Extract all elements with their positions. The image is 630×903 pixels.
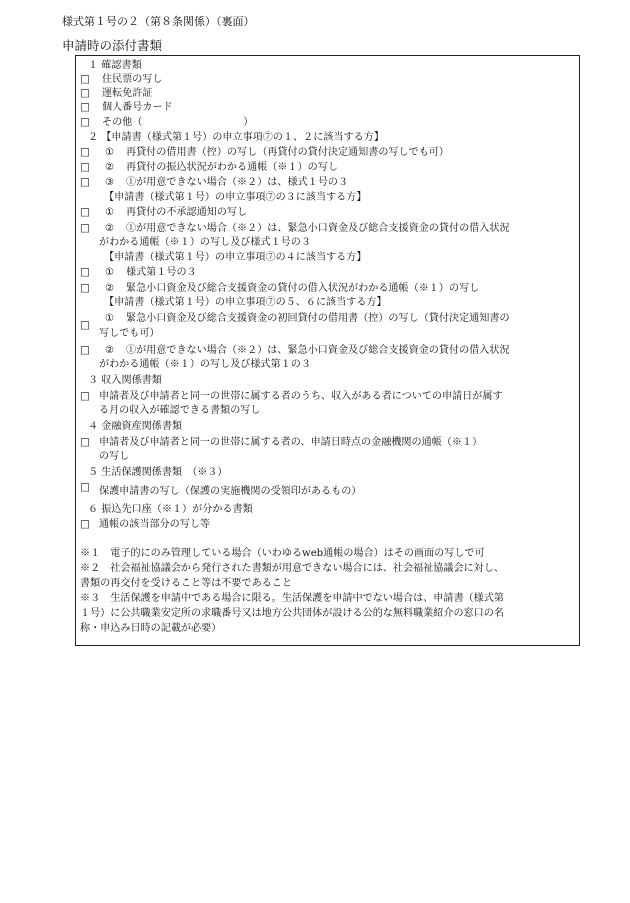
checkbox[interactable]: □	[80, 222, 90, 234]
checkbox[interactable]: □	[80, 481, 90, 493]
note-1: ※１ 電子的にのみ管理している場合（いわゆるweb通帳の場合）はその画面の写しで可	[80, 548, 485, 559]
subsection-heading: 【申請書（様式第１号）の申立事項⑦の３に該当する方】	[104, 192, 367, 203]
subsection-heading: 【申請書（様式第１号）の申立事項⑦の４に該当する方】	[104, 252, 367, 263]
item-text: ①が用意できない場合（※２）は、緊急小口資金及び総合支援資金の貸付の借入状況	[126, 345, 510, 356]
item-text-continued: がわかる通帳（※１）の写し及び様式第１の３	[99, 359, 311, 370]
checkbox[interactable]: □	[80, 101, 90, 113]
item-mark: ①	[105, 147, 115, 158]
item-text: ①が用意できない場合（※２）は、様式１号の３	[126, 177, 349, 188]
checkbox[interactable]: □	[80, 206, 90, 218]
item-text: 申請者及び申請者と同一の世帯に属する者の、申請日時点の金融機関の通帳（※１）	[99, 437, 483, 448]
item-text: 再貸付の不承認通知の写し	[126, 207, 248, 218]
item-text: 申請者及び申請者と同一の世帯に属する者のうち、収入がある者についての申請日が属す	[99, 391, 503, 402]
item-mark: ②	[105, 345, 115, 356]
item-my-number-card: 個人番号カード	[102, 102, 173, 113]
item-text-continued: がわかる通帳（※１）の写し及び様式１号の３	[99, 237, 311, 248]
item-text: ①が用意できない場合（※２）は、緊急小口資金及び総合支援資金の貸付の借入状況	[126, 223, 510, 234]
item-text-continued: る月の収入が確認できる書類の写し	[99, 405, 261, 416]
item-mark: ①	[105, 267, 115, 278]
note-3-continued: １号）に公共職業安定所の求職番号又は地方公共団体が設ける公的な無料職業紹介の窓口の名	[80, 608, 504, 619]
item-text-continued: 写しでも可）	[99, 328, 160, 339]
section-1-heading: １ 確認書類	[88, 60, 142, 71]
item-mark: ②	[105, 283, 115, 294]
section-3-heading: ３ 収入関係書類	[88, 375, 162, 386]
subsection-heading: 【申請書（様式第１号）の申立事項⑦の５、６に該当する方】	[104, 297, 387, 308]
item-text: 保護申請書の写し（保護の実施機関の受領印があるもの）	[99, 486, 362, 497]
item-text: 再貸付の振込状況がわかる通帳（※１）の写し	[126, 162, 338, 173]
attachments-box	[75, 55, 580, 646]
note-2: ※２ 社会福祉協議会から発行された書類が用意できない場合には、社会福祉協議会に対し、	[80, 563, 504, 574]
note-2-continued: 書類の再交付を受けること等は不要であること	[80, 578, 292, 589]
checkbox[interactable]: □	[80, 176, 90, 188]
checkbox[interactable]: □	[80, 436, 90, 448]
checkbox[interactable]: □	[80, 116, 90, 128]
checkbox[interactable]: □	[80, 282, 90, 294]
item-text: 様式第１号の３	[126, 267, 197, 278]
checkbox[interactable]: □	[80, 73, 90, 85]
item-mark: ①	[105, 207, 115, 218]
checkbox[interactable]: □	[80, 390, 90, 402]
item-drivers-license: 運転免許証	[102, 88, 153, 99]
item-text: 緊急小口資金及び総合支援資金の初回貸付の借用書（控）の写し（貸付決定通知書の	[126, 313, 510, 324]
document-title: 申請時の添付書類	[62, 38, 163, 53]
checkbox[interactable]: □	[80, 87, 90, 99]
item-mark: ③	[105, 177, 115, 188]
checkbox[interactable]: □	[80, 146, 90, 158]
checkbox[interactable]: □	[80, 518, 90, 530]
item-mark: ②	[105, 223, 115, 234]
section-4-heading: ４ 金融資産関係書類	[88, 421, 183, 432]
section-2-heading: ２ 【申請書（様式第１号）の申立事項⑦の１、２に該当する方】	[88, 132, 384, 143]
note-3: ※３ 生活保護を申請中である場合に限る。生活保護を申請中でない場合は、申請書（様式第	[80, 593, 504, 604]
item-mark: ②	[105, 162, 115, 173]
form-identifier: 様式第１号の２（第８条関係）（裏面）	[62, 15, 255, 28]
note-3-continued: 称・申込み日時の記載が必要）	[80, 623, 222, 634]
section-5-heading: ５ 生活保護関係書類 （※３）	[88, 467, 228, 478]
item-other: その他（ ）	[102, 117, 254, 128]
checkbox[interactable]: □	[80, 344, 90, 356]
item-text: 通帳の該当部分の写し等	[99, 519, 211, 530]
checkbox[interactable]: □	[80, 319, 90, 331]
item-text-continued: の写し	[99, 451, 130, 462]
item-text: 再貸付の借用書（控）の写し（再貸付の貸付決定通知書の写しでも可）	[126, 147, 449, 158]
section-6-heading: ６ 振込先口座（※１）が分かる書類	[88, 504, 253, 515]
checkbox[interactable]: □	[80, 161, 90, 173]
item-text: 緊急小口資金及び総合支援資金の貸付の借入状況がわかる通帳（※１）の写し	[126, 283, 480, 294]
checkbox[interactable]: □	[80, 266, 90, 278]
item-mark: ①	[105, 313, 115, 324]
item-resident-record: 住民票の写し	[102, 74, 163, 85]
